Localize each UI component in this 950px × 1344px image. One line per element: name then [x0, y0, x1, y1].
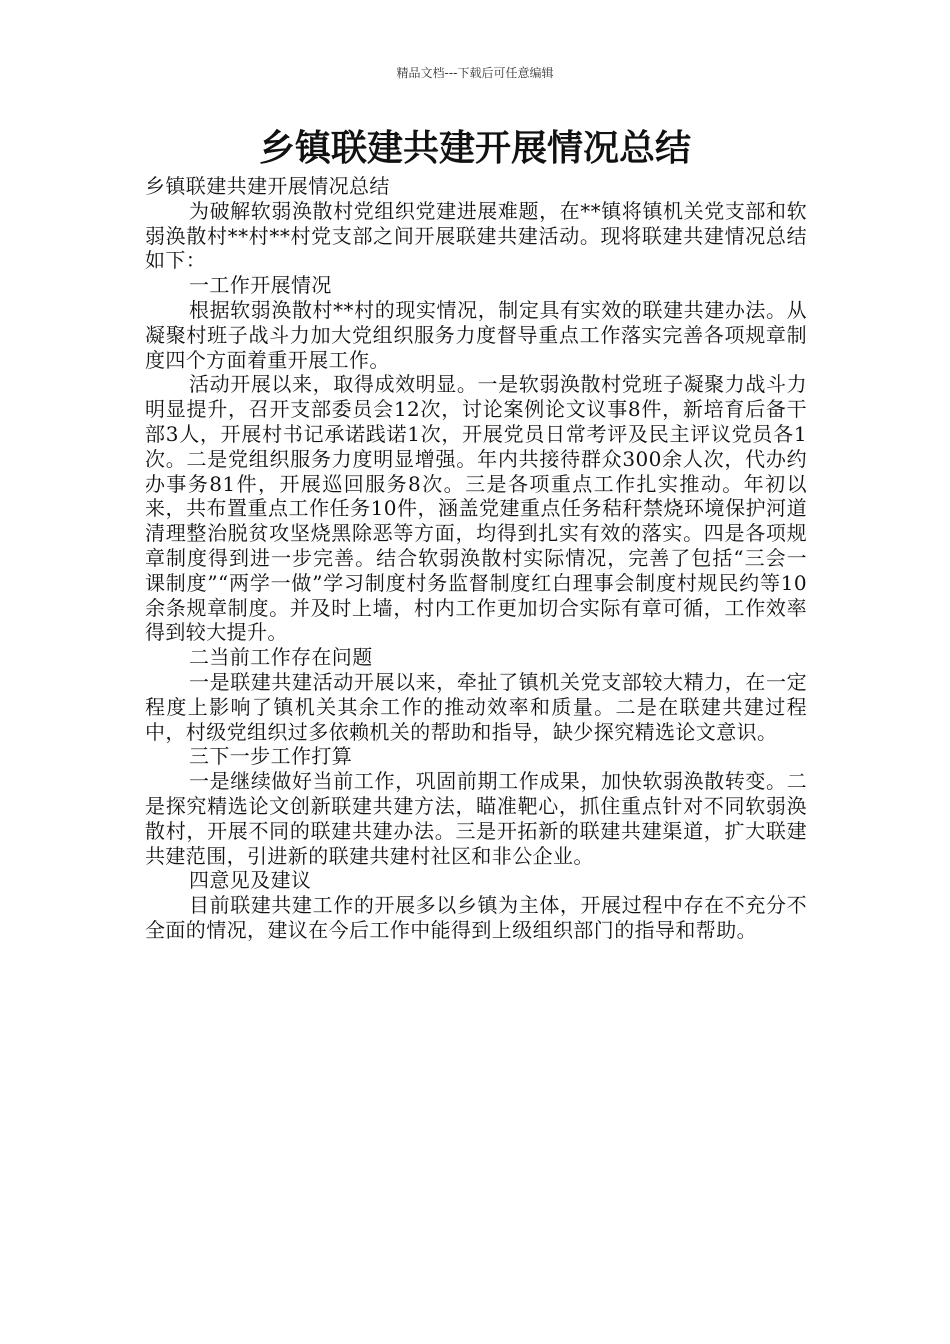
section-heading-1: 一工作开展情况: [189, 273, 332, 298]
document-body: [145, 174, 807, 943]
page-header-note: 精品文档---下载后可任意编辑: [396, 66, 554, 80]
document-title: 乡镇联建共建开展情况总结: [258, 128, 691, 169]
paragraph-section-2: 一是联建共建活动开展以来，牵扯了镇机关党支部较大精力，在一定程度上影响了镇机关其余工作的推动效率和质量。二是在联建共建过程中，村级党组织过多依赖机关的帮助和指导，缺少探究精选论文意识。: [145, 669, 807, 744]
section-heading-4: 四意见及建议: [189, 868, 312, 893]
paragraph-section-4: 目前联建共建工作的开展多以乡镇为主体，开展过程中存在不充分不全面的情况，建议在今后工作中能得到上级组织部门的指导和帮助。: [145, 893, 807, 942]
paragraph-section-1-a: 根据软弱涣散村**村的现实情况，制定具有实效的联建共建办法。从凝聚村班子战斗力加大党组织服务力度督导重点工作落实完善各项规章制度四个方面着重开展工作。: [145, 297, 807, 372]
section-heading-2: 二当前工作存在问题: [189, 645, 373, 670]
section-heading-3: 三下一步工作打算: [189, 744, 353, 769]
document-subtitle: 乡镇联建共建开展情况总结: [145, 174, 390, 198]
paragraph-intro: 为破解软弱涣散村党组织党建进展难题，在**镇将镇机关党支部和软弱涣散村**村**村党支部之间开展联建共建活动。现将联建共建情况总结如下：: [145, 198, 807, 273]
paragraph-section-3: 一是继续做好当前工作，巩固前期工作成果，加快软弱涣散转变。二是探究精选论文创新联建共建方法，瞄准靶心，抓住重点针对不同软弱涣散村，开展不同的联建共建办法。三是开拓新的联建共建渠道，扩大联建共建范围，引进新的联建共建村社区和非公企业。: [145, 769, 807, 868]
paragraph-section-1-b: 活动开展以来，取得成效明显。一是软弱涣散村党班子凝聚力战斗力明显提升，召开支部委员会12次，讨论案例论文议事8件，新培育后备干部3人，开展村书记承诺践诺1次，开展党员日常考评及民主评议党员各1次。二是党组织服务力度明显增强。年内共接待群众300余人次，代办约办事务81件，开展巡回服务8次。三是各项重点工作扎实推动。年初以来，共布置重点工作任务10件，涵盖党建重点任务秸秆禁烧环境保护河道清理整治脱贫攻坚烧黑除恶等方面，均得到扎实有效的落实。四是各项规章制度得到进一步完善。结合软弱涣散村实际情况，完善了包括“三会一课制度”“两学一做”学习制度村务监督制度红白理事会制度村规民约等10余条规章制度。并及时上墙，村内工作更加切合实际有章可循，工作效率得到较大提升。: [145, 372, 807, 645]
